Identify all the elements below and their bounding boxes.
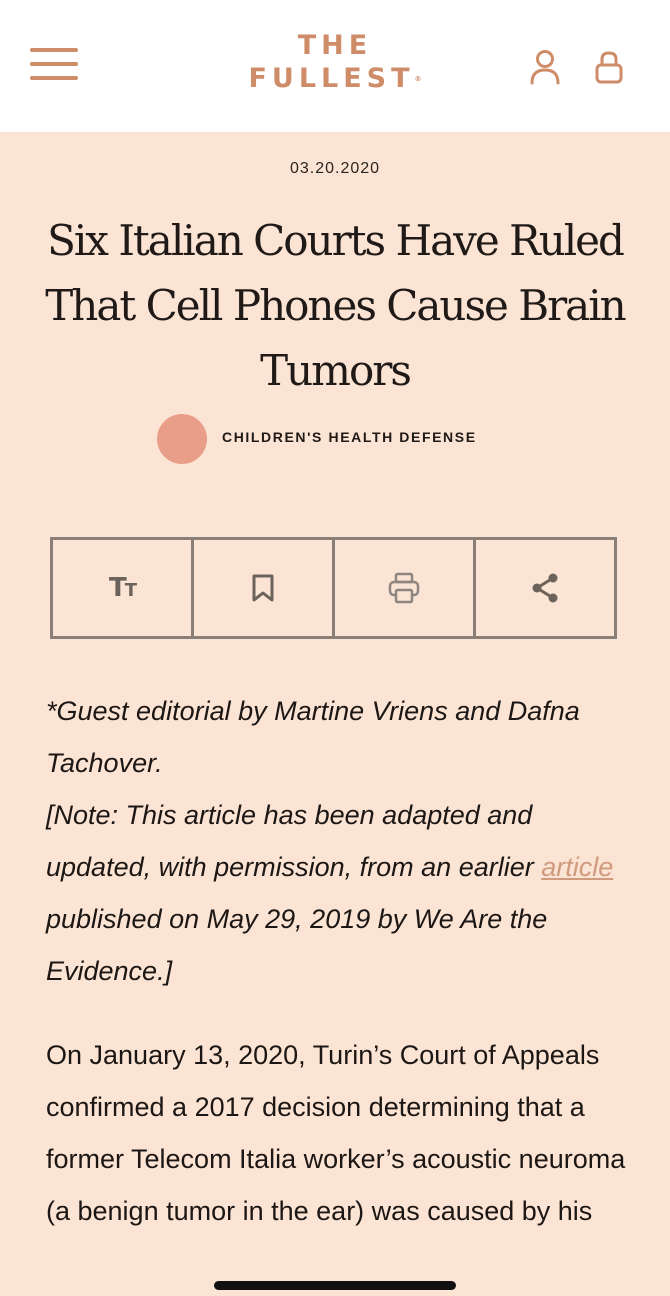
article-title: Six Italian Courts Have Ruled That Cell Phones Cause Brain Tumors	[45, 216, 625, 395]
original-article-link[interactable]: article	[541, 852, 614, 882]
home-indicator[interactable]	[214, 1281, 456, 1290]
article-body	[46, 685, 626, 1237]
article-paragraph: On January 13, 2020, Turin’s Court of Appeals confirmed a 2017 decision determining that a former Telecom Italia worker’s acoustic neuroma (a benign tumor in the ear) was caused by his	[46, 1040, 626, 1226]
article-toolbar	[50, 537, 617, 639]
site-header	[0, 0, 670, 132]
share-icon	[528, 571, 562, 605]
text-size-button[interactable]	[53, 540, 194, 636]
author-avatar[interactable]	[157, 414, 207, 464]
print-icon	[387, 571, 421, 605]
user-icon[interactable]	[528, 48, 562, 88]
adaptation-note-end: published on May 29, 2019 by We Are the Evidence.]	[46, 904, 548, 986]
bookmark-button[interactable]	[194, 540, 335, 636]
share-button[interactable]	[476, 540, 614, 636]
article-date: 03.20.2020	[289, 160, 381, 177]
author-name[interactable]: CHILDREN'S HEALTH DEFENSE	[222, 429, 477, 445]
site-logo[interactable]	[220, 30, 450, 96]
editorial-byline: *Guest editorial by Martine Vriens and Dafna Tachover.	[46, 696, 580, 778]
menu-icon[interactable]	[30, 48, 80, 82]
bookmark-icon	[250, 573, 276, 603]
print-button[interactable]	[335, 540, 476, 636]
logo-line-1: THE	[297, 30, 373, 61]
logo-line-2: FULLEST®	[248, 63, 422, 94]
shopping-bag-icon[interactable]	[592, 48, 626, 88]
adaptation-note: [Note: This article has been adapted and updated, with permission, from an earlier	[46, 800, 534, 882]
guest-editorial-note	[46, 685, 626, 997]
text-size-icon: TT	[108, 573, 136, 603]
